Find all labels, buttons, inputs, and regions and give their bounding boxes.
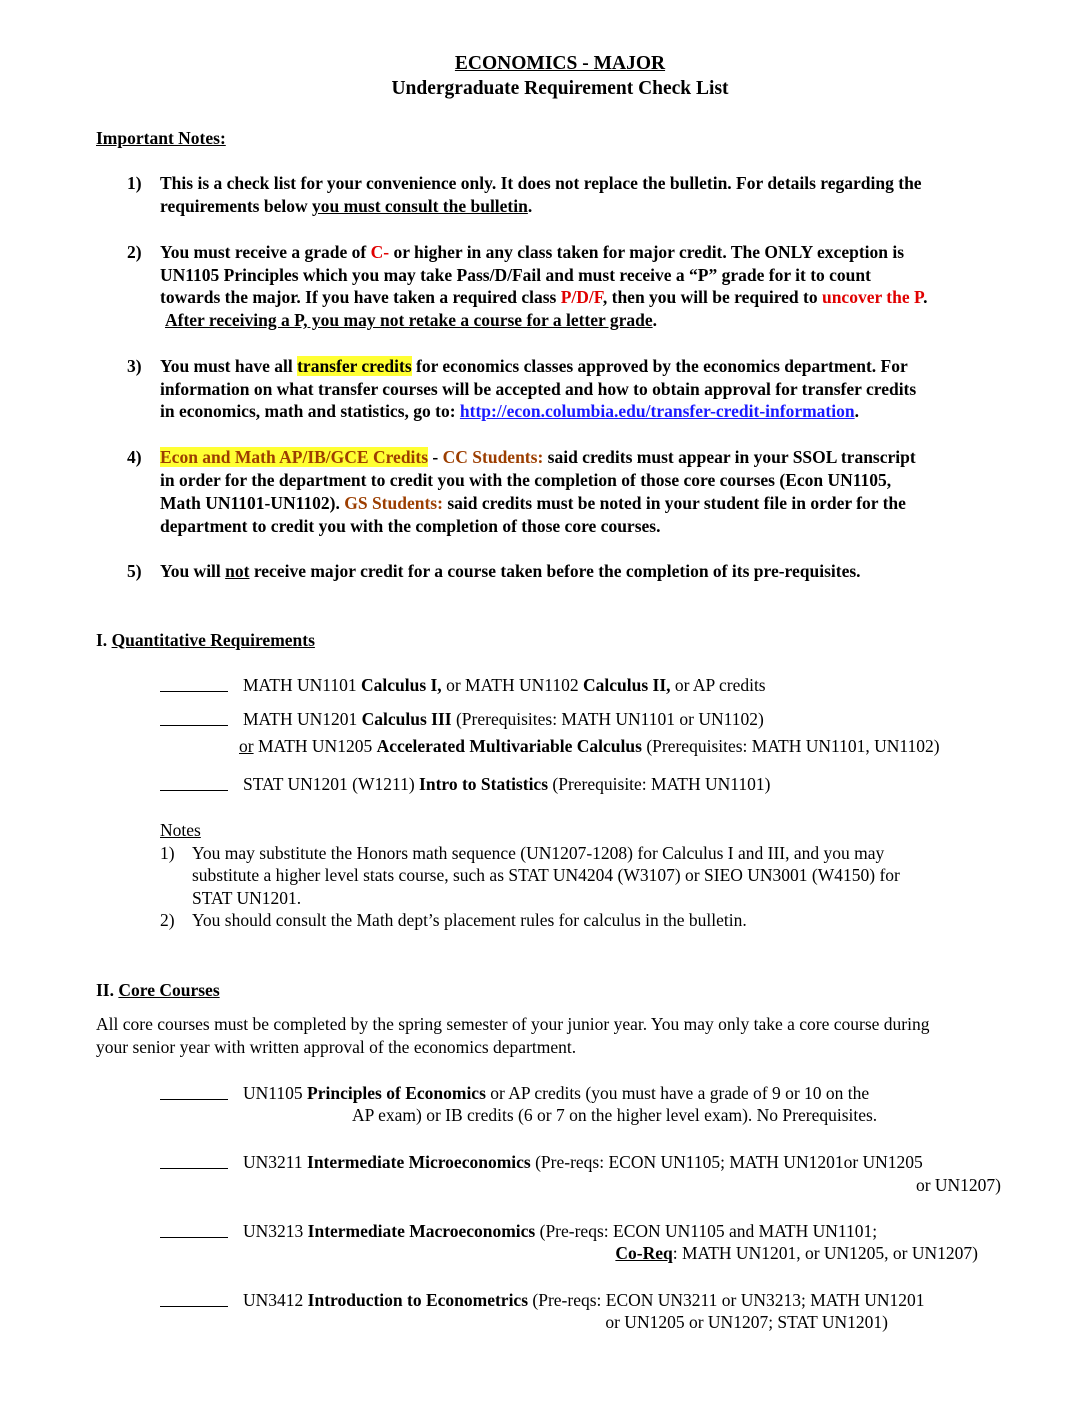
- course-prereq: (Pre-reqs: ECON UN1105 and MATH UN1101;: [535, 1221, 878, 1241]
- course-title: Introduction to Econometrics: [307, 1290, 529, 1310]
- note-3-line-3: [160, 400, 859, 422]
- transfer-credits-highlight: transfer credits: [297, 356, 412, 376]
- note-2-line-2: UN1105 Principles which you may take Pass/D/Fail and must receive a “P” grade for it to count: [160, 265, 871, 285]
- note-5-text: receive major credit for a course taken before the completion of its pre-requisites.: [249, 561, 861, 581]
- page-subtitle: Undergraduate Requirement Check List: [391, 78, 729, 99]
- transfer-credit-link[interactable]: http://econ.columbia.edu/transfer-credit-information: [459, 401, 855, 421]
- note-5-text: You will: [160, 561, 226, 581]
- course-prereq: (Pre-reqs: ECON UN3211 or UN3213; MATH UN1201: [528, 1290, 925, 1310]
- course-title: Accelerated Multivariable Calculus: [376, 736, 642, 756]
- req-accelerated-calc: [239, 735, 940, 757]
- section-1-notes-label: Notes: [160, 820, 201, 840]
- consult-bulletin-text: you must consult the bulletin: [311, 196, 528, 216]
- course-code: STAT UN1201 (W1211): [243, 774, 420, 794]
- ap-credits-highlight: Econ and Math AP/IB/GCE Credits: [160, 447, 429, 467]
- course-title: Principles of Economics: [307, 1083, 486, 1103]
- course-code: UN3211: [243, 1152, 308, 1172]
- note-4-line-4: department to credit you with the completion of those core courses.: [160, 516, 661, 536]
- note-2-period: .: [923, 287, 928, 307]
- s1-note-1-number: 1): [160, 843, 175, 863]
- note-3-period: .: [854, 401, 859, 421]
- section-2-intro-line-1: All core courses must be completed by the spring semester of your junior year. You may only take a core course during: [96, 1014, 930, 1034]
- course-note: or AP credits: [670, 675, 766, 695]
- note-2-number: 2): [127, 242, 142, 262]
- note-2-text: , then you will be required to: [602, 287, 822, 307]
- course-code: MATH UN1101: [243, 675, 361, 695]
- note-3-line-1: [160, 355, 908, 377]
- cc-students-label: CC Students:: [442, 447, 544, 467]
- checkbox-line-calc1[interactable]: [160, 674, 228, 692]
- section-1-prefix: I.: [96, 630, 112, 650]
- section-2-prefix: II.: [96, 980, 119, 1000]
- note-3-text: in economics, math and statistics, go to:: [160, 401, 460, 421]
- req-calculus-1: [243, 674, 766, 696]
- checkbox-line-principles[interactable]: [160, 1082, 228, 1100]
- checkbox-line-micro[interactable]: [160, 1151, 228, 1169]
- course-code: MATH UN1205: [253, 736, 377, 756]
- s1-note-1-line-1: You may substitute the Honors math sequence (UN1207-1208) for Calculus I and III, and you may: [192, 843, 885, 863]
- note-2-line-1: [160, 241, 904, 263]
- uncover-p-text: uncover the P: [821, 287, 924, 307]
- course-code: UN3412: [243, 1290, 308, 1310]
- no-retake-text: After receiving a P, you may not retake a course for a letter grade: [165, 310, 653, 330]
- course-prereq: (Prerequisites: MATH UN1101 or UN1102): [451, 709, 764, 729]
- checkbox-line-macro[interactable]: [160, 1220, 228, 1238]
- req-statistics: [243, 773, 770, 795]
- course-title: Intermediate Macroeconomics: [307, 1221, 536, 1241]
- note-4-line-1: [160, 446, 916, 468]
- note-1-number: 1): [127, 173, 142, 193]
- course-title: Intro to Statistics: [419, 774, 549, 794]
- section-2-heading: [96, 979, 220, 1001]
- note-4-line-3: [160, 492, 906, 514]
- grade-c-minus: C-: [370, 242, 390, 262]
- note-1-line-2: [160, 195, 532, 217]
- course-prereq: (Prerequisite: MATH UN1101): [548, 774, 771, 794]
- note-4-line-2: in order for the department to credit you with the completion of those core courses (Econ UN1105,: [160, 470, 892, 490]
- note-2-period: .: [652, 310, 657, 330]
- note-2-text: You must receive a grade of: [160, 242, 371, 262]
- note-3-line-2: information on what transfer courses will be accepted and how to obtain approval for transfer credits: [160, 379, 917, 399]
- req-macro-line-2: [615, 1242, 978, 1264]
- note-5-line-1: [160, 560, 861, 582]
- course-code: MATH UN1201: [243, 709, 362, 729]
- course-title: Calculus III: [361, 709, 452, 729]
- course-prereq: : MATH UN1201, or UN1205, or UN1207): [672, 1243, 978, 1263]
- course-prereq: (Pre-reqs: ECON UN1105; MATH UN1201or UN1205: [530, 1152, 923, 1172]
- req-micro-line-2: or UN1207): [915, 1175, 1001, 1195]
- section-1-heading: [96, 629, 315, 651]
- req-principles-line-2: AP exam) or IB credits (6 or 7 on the higher level exam). No Prerequisites.: [352, 1105, 878, 1125]
- notes-heading: Important Notes:: [96, 128, 226, 148]
- note-1-line-1: This is a check list for your convenience only. It does not replace the bulletin. For details regarding the: [160, 173, 922, 193]
- note-4-text: said credits must appear in your SSOL transcript: [543, 447, 916, 467]
- note-2-line-3: [160, 286, 927, 308]
- s1-note-2-number: 2): [160, 910, 175, 930]
- req-econometrics: [243, 1289, 924, 1311]
- note-5-number: 5): [127, 561, 142, 581]
- req-micro: [243, 1151, 923, 1173]
- course-code: UN3213: [243, 1221, 308, 1241]
- checkbox-line-stats[interactable]: [160, 773, 228, 791]
- checkbox-line-calc3[interactable]: [160, 708, 228, 726]
- s1-note-2-line-1: You should consult the Math dept’s placement rules for calculus in the bulletin.: [192, 910, 747, 930]
- section-1-title: Quantitative Requirements: [111, 630, 315, 650]
- req-principles: [243, 1082, 869, 1104]
- note-4-text: Math UN1101-UN1102).: [160, 493, 345, 513]
- pdf-text: P/D/F: [560, 287, 603, 307]
- section-2-title: Core Courses: [118, 980, 220, 1000]
- note-4-dash: -: [428, 447, 443, 467]
- course-title: Calculus II,: [582, 675, 671, 695]
- course-prereq: (Prerequisites: MATH UN1101, UN1102): [641, 736, 940, 756]
- not-emphasis: not: [225, 561, 250, 581]
- checkbox-line-econometrics[interactable]: [160, 1289, 228, 1307]
- note-3-text: for economics classes approved by the economics department. For: [411, 356, 908, 376]
- section-2-intro-line-2: your senior year with written approval of the economics department.: [96, 1037, 577, 1057]
- or-text: or: [239, 736, 254, 756]
- course-title: Calculus I,: [360, 675, 442, 695]
- req-calculus-3: [243, 708, 764, 730]
- note-1-period: .: [527, 196, 533, 216]
- course-code: or MATH UN1102: [441, 675, 583, 695]
- gs-students-label: GS Students:: [344, 493, 443, 513]
- course-title: Intermediate Microeconomics: [307, 1152, 531, 1172]
- note-3-text: You must have all: [160, 356, 298, 376]
- co-req-label: Co-Req: [615, 1243, 673, 1263]
- note-2-text: towards the major. If you have taken a required class: [160, 287, 561, 307]
- course-code: UN1105: [243, 1083, 308, 1103]
- req-econometrics-line-2: or UN1205 or UN1207; STAT UN1201): [605, 1312, 888, 1332]
- note-4-text: said credits must be noted in your student file in order for the: [442, 493, 906, 513]
- note-3-number: 3): [127, 356, 142, 376]
- note-2-line-4: [165, 309, 657, 331]
- note-2-text: or higher in any class taken for major credit. The ONLY exception is: [389, 242, 905, 262]
- req-macro: [243, 1220, 877, 1242]
- page-title: ECONOMICS - MAJOR: [454, 53, 666, 74]
- course-note: or AP credits (you must have a grade of 9 or 10 on the: [485, 1083, 870, 1103]
- note-4-number: 4): [127, 447, 142, 467]
- note-1-text: requirements below: [160, 196, 312, 216]
- s1-note-1-line-2: substitute a higher level stats course, such as STAT UN4204 (W3107) or SIEO UN3001 (W4150) for: [192, 865, 900, 885]
- s1-note-1-line-3: STAT UN1201.: [192, 888, 302, 908]
